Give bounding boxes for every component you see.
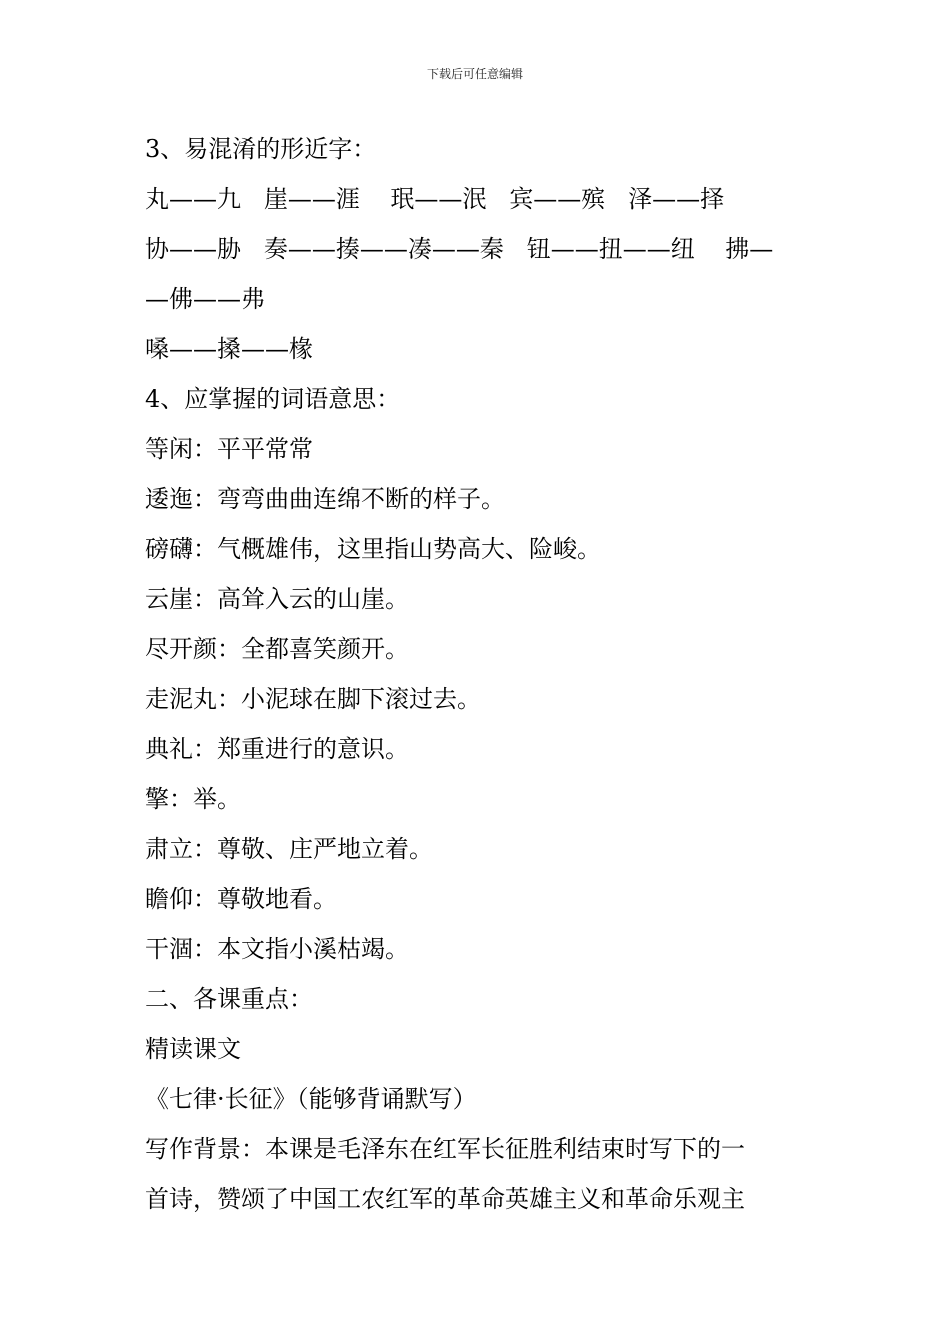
page-header: 下载后可任意编辑 bbox=[426, 67, 523, 81]
definition-line: 干涸：本文指小溪枯竭。 bbox=[145, 935, 409, 963]
subheading-intensive-reading: 精读课文 bbox=[145, 1035, 241, 1063]
section-heading-lesson-focus: 二、各课重点： bbox=[145, 985, 313, 1013]
definition-line: 典礼：郑重进行的意识。 bbox=[145, 735, 409, 763]
definition-line: 擎：举。 bbox=[145, 785, 241, 813]
document-body bbox=[145, 124, 815, 1224]
definition-line: 磅礴：气概雄伟，这里指山势高大、险峻。 bbox=[145, 535, 601, 563]
paragraph-line: 写作背景：本课是毛泽东在红军长征胜利结束时写下的一 bbox=[145, 1135, 745, 1163]
text-line: —佛——弗 bbox=[145, 285, 265, 313]
definition-line: 逶迤：弯弯曲曲连绵不断的样子。 bbox=[145, 485, 505, 513]
definition-line: 肃立：尊敬、庄严地立着。 bbox=[145, 835, 433, 863]
definition-line: 瞻仰：尊敬地看。 bbox=[145, 885, 337, 913]
poem-title: 《七律·长征》（能够背诵默写） bbox=[145, 1085, 477, 1113]
section-heading-similar-characters: 3、易混淆的形近字： bbox=[145, 135, 377, 163]
text-line: 协——胁 奏——揍——凑——秦 钮——扭——纽 拂— bbox=[145, 235, 774, 263]
definition-line: 等闲：平平常常 bbox=[145, 435, 313, 463]
text-line: 嗓——搡——椽 bbox=[145, 335, 313, 363]
definition-line: 走泥丸：小泥球在脚下滚过去。 bbox=[145, 685, 481, 713]
definition-line: 尽开颜：全都喜笑颜开。 bbox=[145, 635, 409, 663]
definition-line: 云崖：高耸入云的山崖。 bbox=[145, 585, 409, 613]
text-line: 丸——九 崖——涯 珉——泯 宾——殡 泽——择 bbox=[145, 185, 725, 213]
section-heading-word-meanings: 4、应掌握的词语意思： bbox=[145, 385, 401, 413]
paragraph-line: 首诗，赞颂了中国工农红军的革命英雄主义和革命乐观主 bbox=[145, 1185, 745, 1213]
